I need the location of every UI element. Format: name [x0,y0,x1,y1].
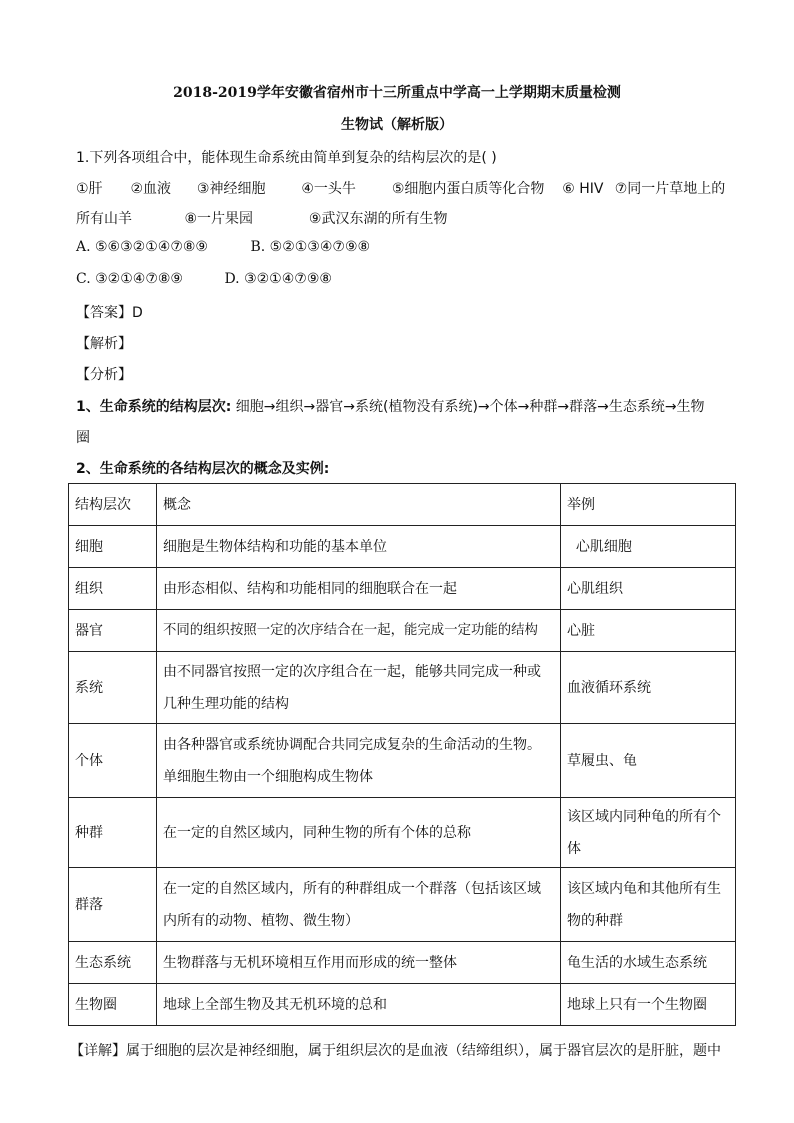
table-cell-concept: 不同的组织按照一定的次序结合在一起，能完成一定功能的结构 [157,610,561,652]
table-cell-example: 该区域内同种龟的所有个体 [561,798,736,868]
detail-label: 【详解】 [70,1043,126,1059]
table-row [69,652,736,724]
item-9: ⑨武汉东湖的所有生物 [308,211,448,227]
item-4: ④一头牛 [301,181,356,197]
table-header-row [69,484,736,526]
item-7: ⑦同一片草地上的 [614,181,726,197]
table-row [69,724,736,798]
item-8: ⑧一片果园 [184,211,254,227]
item-2: ②血液 [130,181,172,197]
table-cell-level: 个体 [69,724,157,798]
table-cell-level: 生物圈 [69,984,157,1026]
table-cell-level: 器官 [69,610,157,652]
item-5: ⑤细胞内蛋白质等化合物 [391,181,545,197]
table-cell-concept: 在一定的自然区域内，所有的种群组成一个群落（包括该区域内所有的动物、植物、微生物） [157,868,561,942]
question-items-line2 [76,208,447,228]
table-row [69,526,736,568]
table-cell-example: 地球上只有一个生物圈 [561,984,736,1026]
analysis-point-1-cont: 圈 [76,430,90,446]
item-3: ③神经细胞 [196,181,266,197]
detail-paragraph [70,1040,721,1060]
table-cell-example: 龟生活的水域生态系统 [561,942,736,984]
table-cell-concept: 细胞是生物体结构和功能的基本单位 [157,526,561,568]
table-cell-concept: 生物群落与无机环境相互作用而形成的统一整体 [157,942,561,984]
item-1: ①肝 [76,181,103,197]
table-cell-example: 草履虫、龟 [561,724,736,798]
table-cell-example: 心肌细胞 [561,526,736,568]
question-items-line1 [76,178,725,198]
analysis-label: 【解析】 [76,336,132,352]
table-header: 举例 [561,484,736,526]
table-cell-concept: 由形态相似、结构和功能相同的细胞联合在一起 [157,568,561,610]
option-b: B. ⑤②①③④⑦⑨⑧ [250,239,371,255]
option-c: C. ③②①④⑦⑧⑨ [76,271,183,287]
table-row [69,798,736,868]
table-cell-level: 细胞 [69,526,157,568]
table-row [69,942,736,984]
table-row [69,868,736,942]
table-cell-example: 心脏 [561,610,736,652]
question-stem: 1.下列各项组合中，能体现生命系统由简单到复杂的结构层次的是( ) [76,150,497,166]
option-a: A. ⑤⑥③②①④⑦⑧⑨ [76,239,208,255]
structure-levels-table [68,483,736,1026]
table-cell-concept: 在一定的自然区域内，同种生物的所有个体的总称 [157,798,561,868]
option-d: D. ③②①④⑦⑨⑧ [224,271,332,287]
table-cell-example: 血液循环系统 [561,652,736,724]
analysis-sub-label: 【分析】 [76,367,132,383]
item-6: ⑥ HIV [562,181,604,197]
table-cell-example: 该区域内龟和其他所有生物的种群 [561,868,736,942]
table-row [69,568,736,610]
point-1-text: 细胞→组织→器官→系统(植物没有系统)→个体→种群→群落→生态系统→生物 [231,399,705,415]
table-header: 结构层次 [69,484,157,526]
table-cell-concept: 由各种器官或系统协调配合共同完成复杂的生命活动的生物。单细胞生物由一个细胞构成生物体 [157,724,561,798]
analysis-point-2: 2、生命系统的各结构层次的概念及实例: [76,461,330,477]
analysis-point-1 [76,396,705,416]
document-subtitle: 生物试（解析版） [341,117,453,133]
table-row [69,610,736,652]
item-7-cont: 所有山羊 [76,211,132,227]
table-cell-level: 种群 [69,798,157,868]
options-row-1 [76,239,370,255]
table-cell-example: 心肌组织 [561,568,736,610]
table-cell-concept: 由不同器官按照一定的次序组合在一起，能够共同完成一种或几种生理功能的结构 [157,652,561,724]
answer-label: 【答案】D [76,305,143,321]
table-cell-level: 群落 [69,868,157,942]
detail-text: 属于细胞的层次是神经细胞，属于组织层次的是血液（结缔组织），属于器官层次的是肝脏，题中 [126,1043,721,1059]
options-row-2 [76,271,332,287]
table-cell-level: 系统 [69,652,157,724]
table-cell-level: 组织 [69,568,157,610]
point-1-title: 1、生命系统的结构层次: [76,399,232,415]
table-header: 概念 [157,484,561,526]
table-cell-concept: 地球上全部生物及其无机环境的总和 [157,984,561,1026]
document-title: 2018-2019学年安徽省宿州市十三所重点中学高一上学期期末质量检测 [173,85,621,101]
table-row [69,984,736,1026]
table-cell-level: 生态系统 [69,942,157,984]
